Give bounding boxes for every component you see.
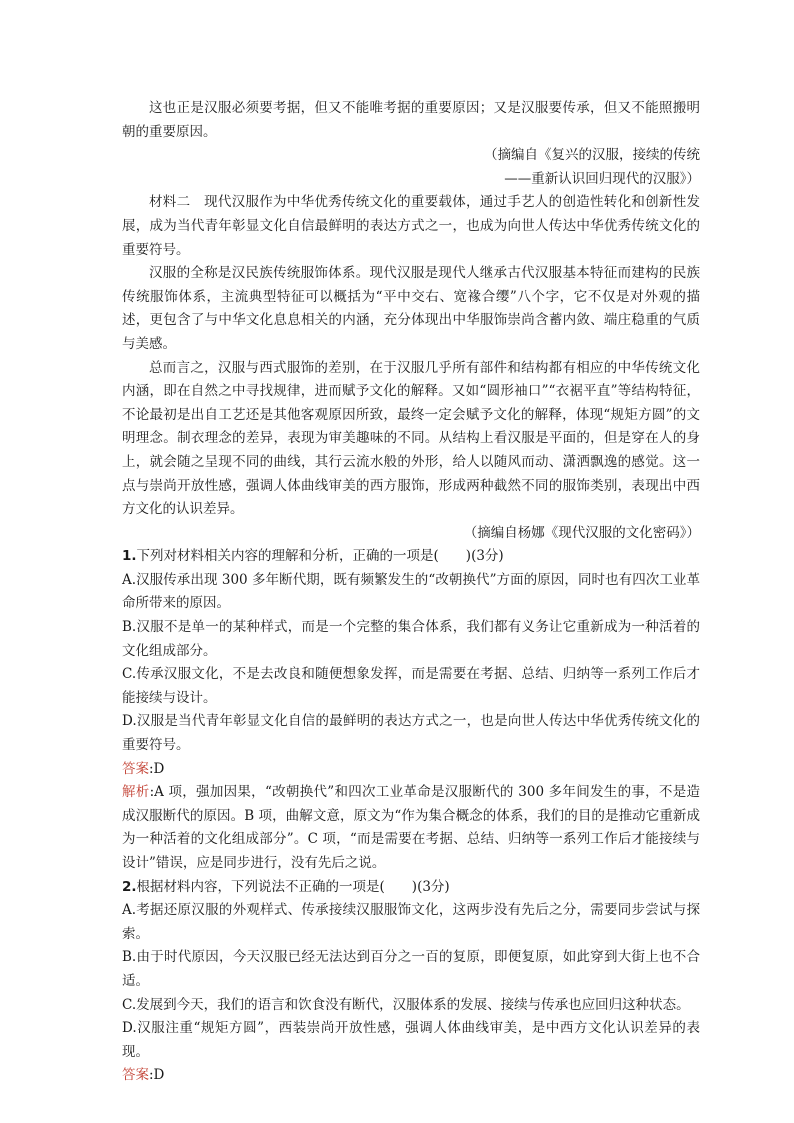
question-2 xyxy=(122,876,700,1088)
source-citation-1-line-2: ——重新认识回归现代的汉服》） xyxy=(504,170,700,187)
question-1-option-d: D.汉服是当代青年彰显文化自信的最鲜明的表达方式之一，也是向世人传达中华优秀传统文化的重要符号。 xyxy=(122,713,700,754)
answer-label: 答案 xyxy=(122,1067,149,1084)
analysis-text: :A 项，强加因果，“改朝换代”和四次工业革命是汉服断代的 300 多年间发生的事，不是造成汉服断代的原因。B 项，曲解文意，原文为“作为集合概念的体系，我们的目的是推动它重新成为一种活着的文化组成部分”。C 项，“而是需要在考据、总结、归纳等一系列工作后才能接续与设计”错误，应是同步进行，没有先后之说。 xyxy=(122,784,700,871)
question-2-answer xyxy=(122,1064,700,1088)
question-1-analysis xyxy=(122,781,700,875)
document-page xyxy=(122,97,700,1088)
passage-paragraph-2: 材料二 现代汉服作为中华优秀传统文化的重要载体，通过手艺人的创造性转化和创新性发展，成为当代青年彰显文化自信最鲜明的表达方式之一，也成为向世人传达中华优秀传统文化的重要符号。 xyxy=(122,194,700,258)
question-1-answer xyxy=(122,758,700,782)
question-1-number: 1. xyxy=(122,548,137,565)
question-2-option-d: D.汉服注重“规矩方圆”，西装崇尚开放性感，强调人体曲线审美，是中西方文化认识差异的表现。 xyxy=(122,1020,700,1060)
question-1-stem xyxy=(122,545,700,569)
analysis-label: 解析 xyxy=(122,784,150,801)
question-2-option-b: B.由于时代原因，今天汉服已经无法达到百分之一百的复原，即便复原，如此穿到大街上也不合适。 xyxy=(122,949,700,989)
question-1-option-c: C.传承汉服文化，不是去改良和随便想象发挥，而是需要在考据、总结、归纳等一系列工作后才能接续与设计。 xyxy=(122,666,700,706)
question-1-option-a: A.汉服传承出现 300 多年断代期，既有频繁发生的“改朝换代”方面的原因，同时也有四次工业革命所带来的原因。 xyxy=(122,571,700,612)
answer-value: :D xyxy=(149,1067,165,1084)
question-2-number: 2. xyxy=(122,878,137,895)
question-1 xyxy=(122,545,700,875)
question-2-option-a: A.考据还原汉服的外观样式、传承接续汉服服饰文化，这两步没有先后之分，需要同步尝试与探索。 xyxy=(122,902,700,942)
passage-paragraph-4: 总而言之，汉服与西式服饰的差别，在于汉服几乎所有部件和结构都有相应的中华传统文化内涵，即在自然之中寻找规律，进而赋予文化的解释。又如“圆形袖口”“衣裾平直”等结构特征，不论最初是出自工艺还是其他客观原因所致，最终一定会赋予文化的解释，体现“规矩方圆”的文明理念。制衣理念的差异，表现为审美趣味的不同。从结构上看汉服是平面的，但是穿在人的身上，就会随之呈现不同的曲线，其行云流水般的外形，给人以随风而动、潇洒飘逸的感觉。这一点与崇尚开放性感，强调人体曲线审美的西方服饰，形成两种截然不同的服饰类别，表现出中西方文化的认识差异。 xyxy=(122,359,700,518)
question-1-stem-text: 下列对材料相关内容的理解和分析，正确的一项是( )(3分) xyxy=(136,548,504,565)
answer-label: 答案 xyxy=(122,760,149,777)
source-citation-2: （摘编自杨娜《现代汉服的文化密码》） xyxy=(463,524,700,541)
passage-paragraph-3: 汉服的全称是汉民族传统服饰体系。现代汉服是现代人继承古代汉服基本特征而建构的民族传统服饰体系，主流典型特征可以概括为“平中交右、宽褖合缨”八个字，它不仅是对外观的描述，更包含了与中华文化息息相关的内涵，充分体现出中华服饰崇尚含蓄内敛、端庄稳重的气质与美感。 xyxy=(122,265,700,352)
question-1-option-b: B.汉服不是单一的某种样式，而是一个完整的集合体系，我们都有义务让它重新成为一种活着的文化组成部分。 xyxy=(122,619,700,659)
passage-paragraph-1: 这也正是汉服必须要考据，但又不能唯考据的重要原因；又是汉服要传承，但又不能照搬明朝的重要原因。 xyxy=(122,100,700,140)
answer-value: :D xyxy=(149,760,165,777)
question-2-stem xyxy=(122,876,700,900)
question-2-stem-text: 根据材料内容，下列说法不正确的一项是( )(3分) xyxy=(136,878,450,895)
source-citation-1-line-1: （摘编自《复兴的汉服，接续的传统 xyxy=(484,147,700,164)
question-2-option-c: C.发展到今天，我们的语言和饮食没有断代，汉服体系的发展、接续与传承也应回归这种状态。 xyxy=(122,996,690,1013)
